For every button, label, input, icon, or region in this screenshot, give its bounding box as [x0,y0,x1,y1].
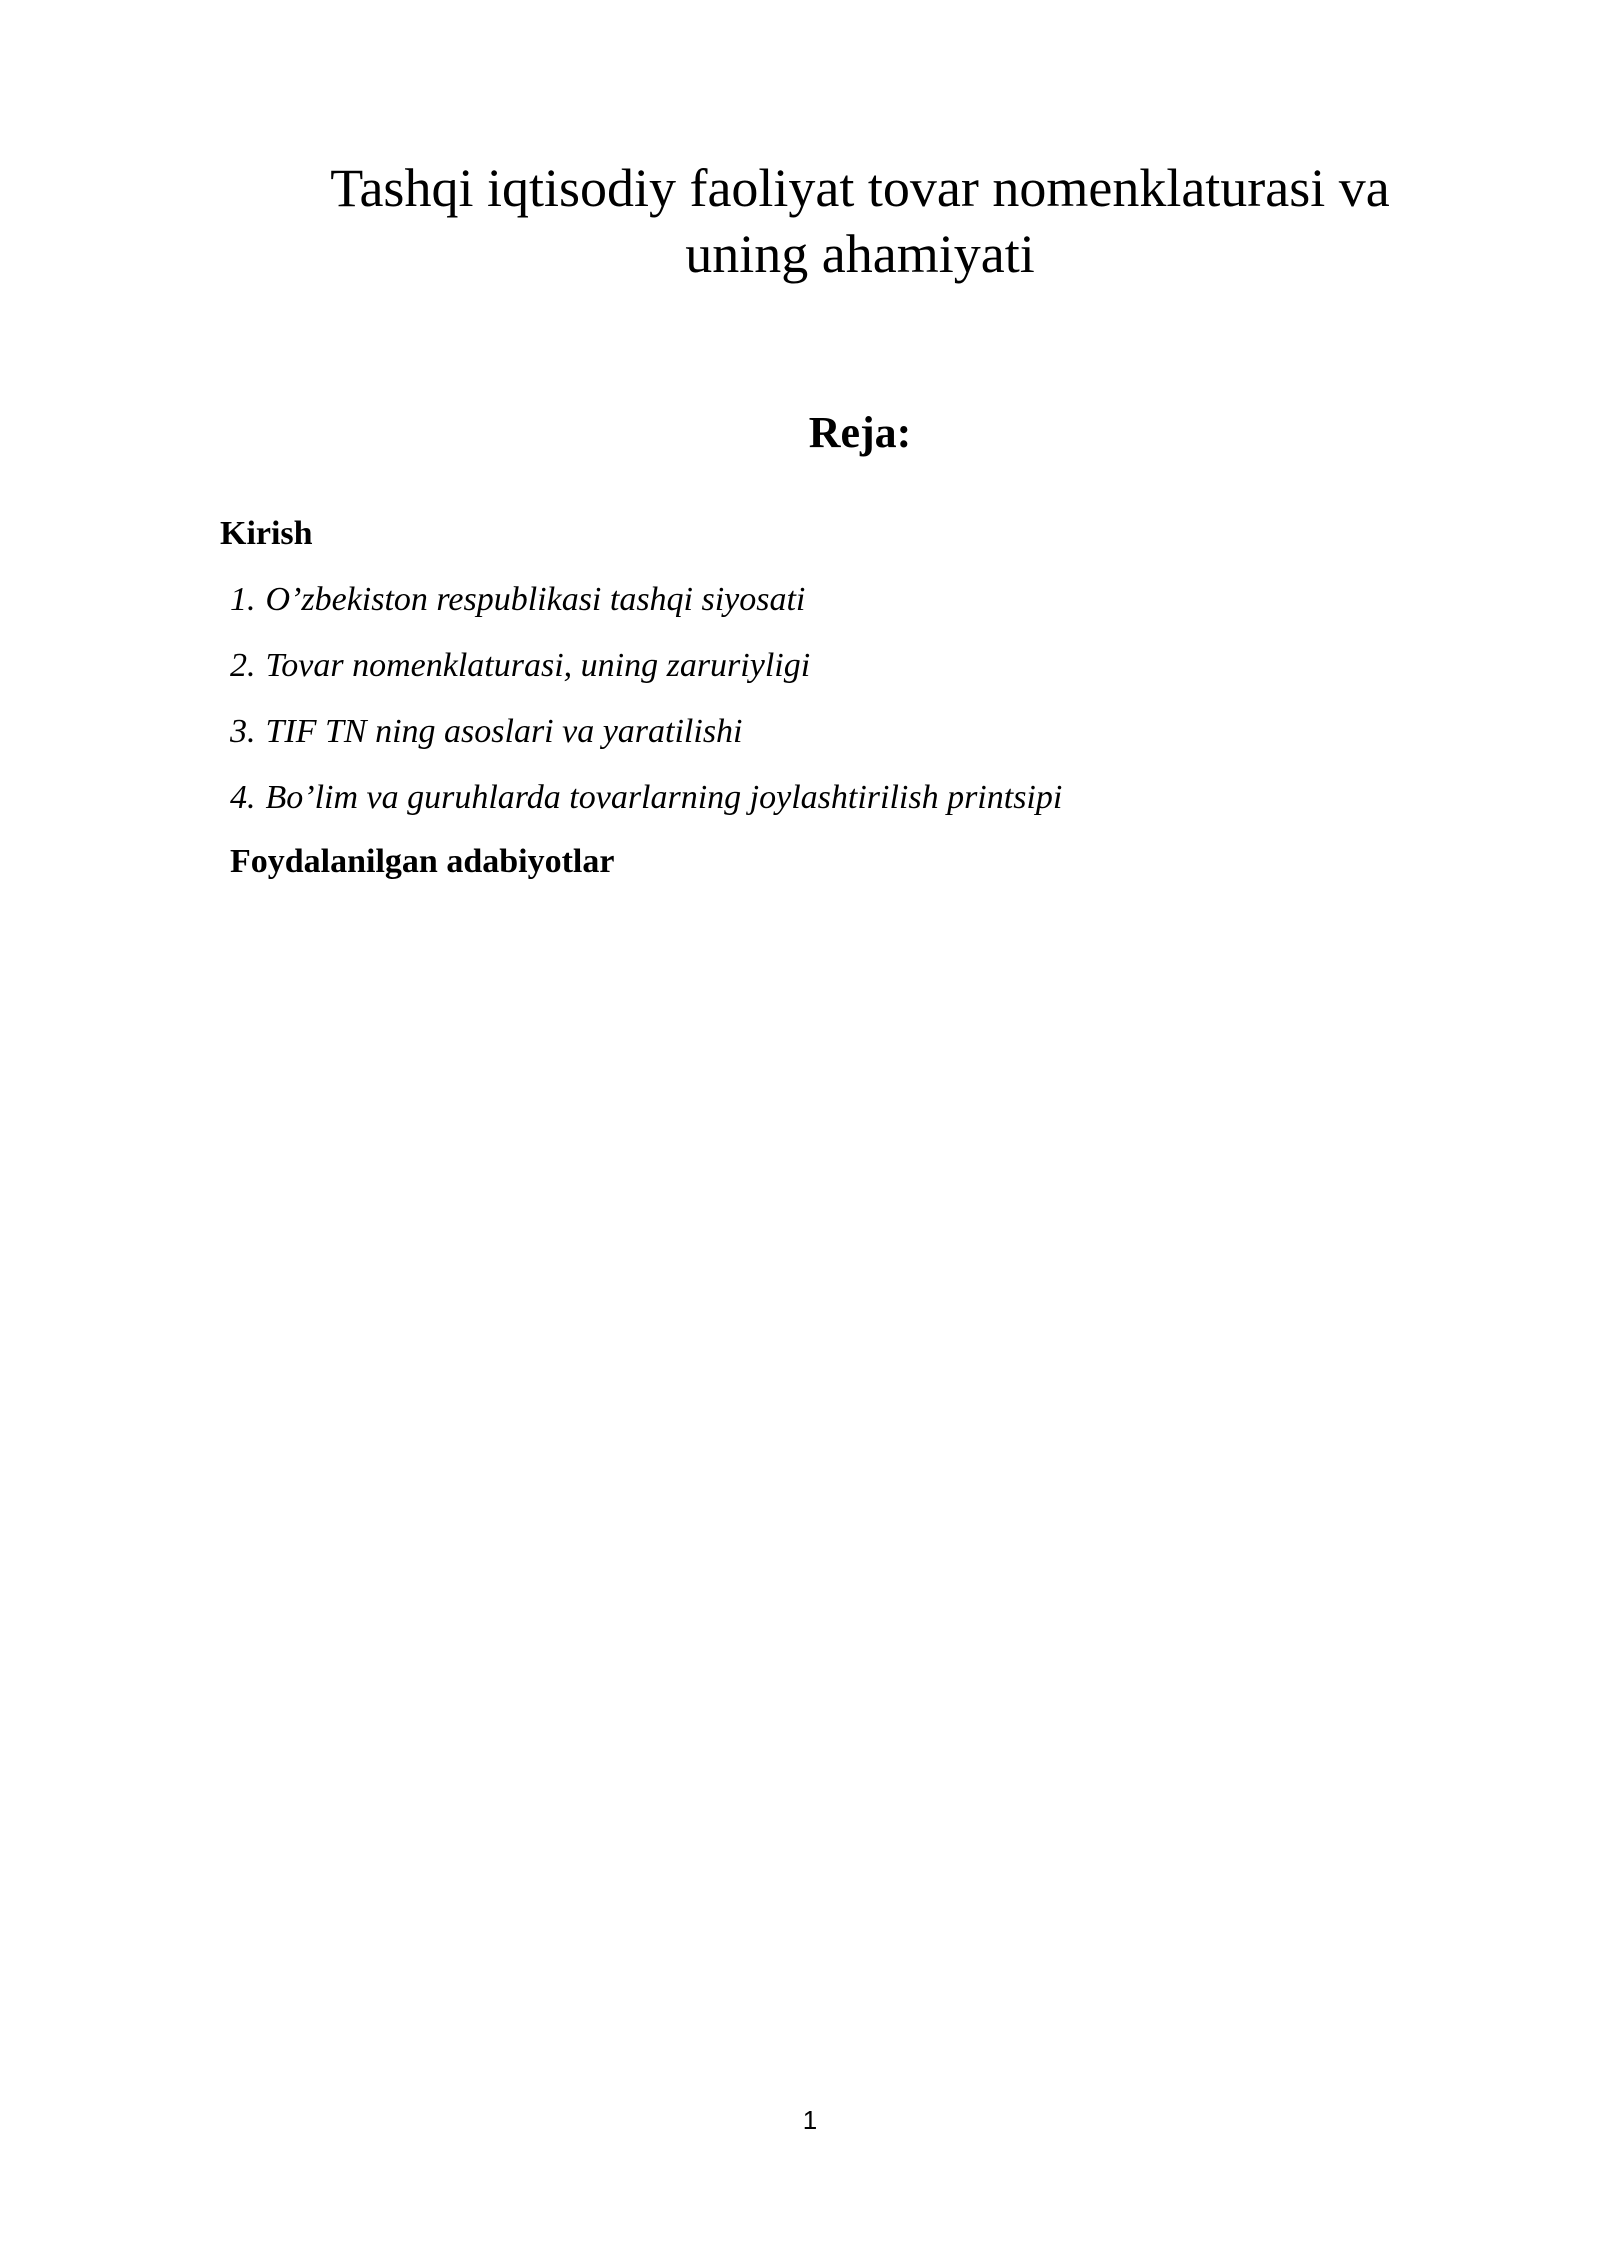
toc-item-number: 4. [230,779,256,816]
toc-item-text: TIF TN ning asoslari va yaratilishi [265,713,743,750]
toc-item-text: O’zbekiston respublikasi tashqi siyosati [265,581,806,618]
document-title-line-1: Tashqi iqtisodiy faoliyat tovar nomenklaturasi va [330,158,1390,218]
toc-item-number: 1. [230,581,256,618]
plan-heading: Reja: [808,408,912,457]
toc-item-text: Tovar nomenklaturasi, uning zaruriyligi [265,647,811,684]
toc-item-4 [230,776,1062,842]
document-title-line-2: uning ahamiyati [685,224,1035,284]
document-title [230,155,1490,287]
toc-item-number: 2. [230,647,256,684]
references-entry: Foydalanilgan adabiyotlar [230,843,615,880]
page-number: 1 [802,2105,818,2135]
table-of-contents [230,578,1062,842]
toc-item-1 [230,578,1062,644]
intro-entry: Kirish [220,515,313,552]
toc-item-2 [230,644,1062,710]
toc-item-text: Bo’lim va guruhlarda tovarlarning joylashtirilish printsipi [265,779,1063,816]
toc-item-3 [230,710,1062,776]
toc-item-number: 3. [230,713,256,750]
